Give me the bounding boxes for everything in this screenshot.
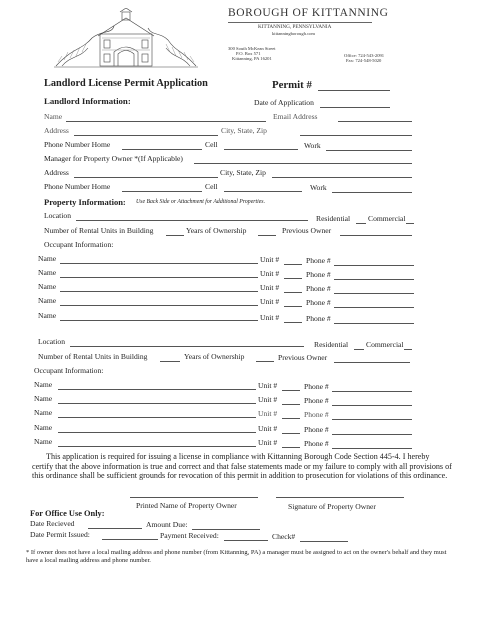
landlord-email-label: Email Address — [273, 112, 318, 121]
property1-prev-owner-label: Previous Owner — [282, 226, 332, 235]
occupant-name-field[interactable] — [60, 291, 258, 292]
landlord-section-heading: Landlord Information: — [44, 96, 131, 106]
check-number-field[interactable] — [300, 541, 348, 542]
office-use-heading: For Office Use Only: — [30, 509, 105, 518]
occupant-name-field[interactable] — [60, 263, 258, 264]
office-phone: Office: 724-543-2091 — [344, 53, 385, 58]
borough-location: KITTANNING, PENNSYLVANIA — [258, 24, 332, 30]
occupant-unit-field[interactable] — [282, 418, 300, 419]
borough-logo — [52, 8, 200, 70]
occupant-name-label: Name — [38, 311, 57, 320]
property1-commercial-check[interactable] — [406, 223, 414, 224]
occupant-unit-field[interactable] — [284, 278, 302, 279]
property2-commercial-label: Commercial — [366, 340, 404, 349]
property2-prev-owner-label: Previous Owner — [278, 353, 328, 362]
property1-units-label: Number of Rental Units in Building — [44, 226, 154, 235]
property1-years-label: Years of Ownership — [186, 226, 247, 235]
property-section-heading: Property Information: — [44, 197, 126, 207]
landlord-work-field[interactable] — [326, 150, 412, 151]
borough-contact — [344, 53, 384, 63]
date-of-application-label: Date of Application — [254, 98, 314, 107]
occupant-phone-field[interactable] — [334, 265, 414, 266]
landlord-phone-home-label: Phone Number Home — [44, 140, 111, 149]
landlord-name-label: Name — [44, 112, 63, 121]
occupant-phone-field[interactable] — [332, 419, 412, 420]
manager-address-field[interactable] — [74, 177, 218, 178]
form-title: Landlord License Permit Application — [44, 78, 208, 89]
property2-years-label: Years of Ownership — [184, 352, 245, 361]
manager-cell-label: Cell — [205, 182, 218, 191]
borough-address — [228, 46, 276, 62]
fax-number: Fax: 724-548-5020 — [346, 58, 382, 64]
property1-residential-label: Residential — [316, 214, 351, 223]
borough-name: BOROUGH OF KITTANNING — [228, 7, 389, 19]
permit-number-field[interactable] — [318, 90, 390, 91]
landlord-cell-label: Cell — [205, 140, 218, 149]
property2-units-field[interactable] — [160, 361, 180, 362]
occupant-unit-field[interactable] — [284, 292, 302, 293]
certification-statement: This application is required for issuing a license in compliance with Kittanning Borough Code Section 445-4. I hereby certify that the above information is true and correct and that false statements made or my failure to comply with all provisions of this ordinance shall be sufficient grounds for revocation of this permit in addition to prosecution for violations of this ordinance. — [32, 452, 452, 481]
date-of-application-field[interactable] — [320, 107, 390, 108]
occupant-phone-label: Phone # — [304, 396, 329, 405]
manager-work-field[interactable] — [332, 192, 412, 193]
printed-name-field[interactable] — [130, 497, 258, 498]
occupant-unit-field[interactable] — [284, 264, 302, 265]
property2-residential-label: Residential — [314, 340, 349, 349]
occupant-name-field[interactable] — [58, 403, 256, 404]
occupant-name-label: Name — [38, 254, 57, 263]
occupant-unit-label: Unit # — [258, 395, 278, 404]
occupant-unit-field[interactable] — [282, 404, 300, 405]
permit-number-label: Permit # — [272, 79, 312, 91]
printed-name-label: Printed Name of Property Owner — [136, 501, 237, 510]
occupant-phone-field[interactable] — [334, 279, 414, 280]
landlord-work-label: Work — [304, 141, 321, 150]
manager-phone-home-field[interactable] — [122, 191, 202, 192]
occupant-phone-label: Phone # — [306, 270, 331, 279]
occupant-name-label: Name — [34, 380, 53, 389]
occupant-phone-label: Phone # — [304, 425, 329, 434]
occupant-phone-label: Phone # — [306, 298, 331, 307]
property2-location-field[interactable] — [70, 346, 304, 347]
property-note: Use Back Side or Attachment for Additional Properties. — [136, 199, 266, 205]
landlord-address-field[interactable] — [74, 135, 218, 136]
occupant-phone-label: Phone # — [306, 256, 331, 265]
property1-units-field[interactable] — [166, 235, 184, 236]
manager-csz-label: City, State, Zip — [220, 168, 266, 177]
occupant-unit-label: Unit # — [260, 283, 280, 292]
address-line-2: P.O. Box 571 — [236, 51, 261, 57]
occupant-unit-label: Unit # — [258, 409, 278, 418]
occupant-phone-label: Phone # — [304, 439, 329, 448]
manager-label: Manager for Property Owner *(If Applicable) — [44, 154, 183, 163]
property2-residential-check[interactable] — [354, 349, 364, 350]
landlord-email-field[interactable] — [338, 121, 412, 122]
occupant-unit-field[interactable] — [284, 306, 302, 307]
occupant-unit-label: Unit # — [258, 438, 278, 447]
footnote: * If owner does not have a local mailing address and phone number (from Kittanning, PA) a manager must be assigned to act on the owner's behalf and they must have a local mailing address and phone number. — [26, 549, 447, 565]
manager-work-label: Work — [310, 183, 327, 192]
address-line-1: 300 South McKean Street — [228, 46, 276, 51]
occupant-phone-field[interactable] — [332, 391, 412, 392]
date-issued-label: Date Permit Issued: — [30, 530, 90, 539]
landlord-cell-field[interactable] — [224, 149, 298, 150]
manager-csz-field[interactable] — [272, 177, 412, 178]
date-received-field[interactable] — [88, 528, 142, 529]
occupant-name-label: Name — [34, 408, 53, 417]
check-number-label: Check# — [272, 532, 296, 541]
occupant-name-field[interactable] — [58, 446, 256, 447]
occupant-phone-field[interactable] — [334, 293, 414, 294]
manager-field[interactable] — [194, 163, 412, 164]
address-line-3: Kittanning, PA 16201 — [232, 56, 272, 62]
manager-address-label: Address — [44, 168, 69, 177]
occupant-unit-label: Unit # — [258, 424, 278, 433]
occupant-name-label: Name — [38, 282, 57, 291]
occupant-unit-label: Unit # — [260, 297, 280, 306]
property2-occupant-heading: Occupant Information: — [34, 366, 104, 375]
occupant-name-label: Name — [34, 423, 53, 432]
occupant-unit-label: Unit # — [260, 313, 280, 322]
occupant-name-label: Name — [38, 268, 57, 277]
occupant-phone-label: Phone # — [304, 410, 329, 419]
date-issued-field[interactable] — [102, 539, 158, 540]
amount-due-field[interactable] — [192, 529, 260, 530]
occupant-unit-label: Unit # — [260, 269, 280, 278]
landlord-csz-field[interactable] — [300, 135, 412, 136]
occupant-unit-field[interactable] — [282, 433, 300, 434]
property1-occupant-heading: Occupant Information: — [44, 240, 114, 249]
occupant-phone-label: Phone # — [304, 382, 329, 391]
property1-location-label: Location — [44, 211, 71, 220]
borough-website: kittanningborough.com — [272, 31, 315, 36]
property1-years-field[interactable] — [258, 235, 276, 236]
payment-received-field[interactable] — [224, 540, 268, 541]
manager-phone-home-label: Phone Number Home — [44, 182, 111, 191]
occupant-name-label: Name — [38, 296, 57, 305]
signature-field[interactable] — [276, 497, 404, 498]
occupant-unit-label: Unit # — [260, 255, 280, 264]
header-rule — [228, 22, 372, 23]
occupant-phone-field[interactable] — [332, 405, 412, 406]
occupant-name-label: Name — [34, 437, 53, 446]
occupant-phone-label: Phone # — [306, 284, 331, 293]
occupant-name-field[interactable] — [58, 432, 256, 433]
property2-units-label: Number of Rental Units in Building — [38, 352, 148, 361]
occupant-phone-field[interactable] — [332, 434, 412, 435]
occupant-name-label: Name — [34, 394, 53, 403]
amount-due-label: Amount Due: — [146, 520, 188, 529]
signature-label: Signature of Property Owner — [288, 502, 376, 511]
occupant-phone-field[interactable] — [334, 307, 414, 308]
property1-prev-owner-field[interactable] — [340, 235, 412, 236]
courthouse-illustration-icon — [52, 8, 200, 70]
landlord-phone-home-field[interactable] — [122, 149, 202, 150]
occupant-name-field[interactable] — [58, 389, 256, 390]
occupant-name-field[interactable] — [58, 417, 256, 418]
date-received-label: Date Recieved — [30, 519, 75, 528]
property1-residential-check[interactable] — [356, 223, 366, 224]
landlord-address-label: Address — [44, 126, 69, 135]
occupant-name-field[interactable] — [60, 277, 258, 278]
occupant-unit-field[interactable] — [282, 390, 300, 391]
occupant-name-field[interactable] — [60, 305, 258, 306]
property2-location-label: Location — [38, 337, 65, 346]
landlord-name-field[interactable] — [66, 121, 266, 122]
occupant-phone-label: Phone # — [306, 314, 331, 323]
occupant-phone-field[interactable] — [332, 448, 412, 449]
occupant-name-field[interactable] — [60, 320, 258, 321]
property1-commercial-label: Commercial — [368, 214, 406, 223]
occupant-unit-field[interactable] — [284, 322, 302, 323]
property2-commercial-check[interactable] — [404, 349, 412, 350]
occupant-unit-field[interactable] — [282, 447, 300, 448]
property2-prev-owner-field[interactable] — [334, 362, 410, 363]
property2-years-field[interactable] — [256, 361, 274, 362]
occupant-phone-field[interactable] — [334, 323, 414, 324]
property1-location-field[interactable] — [76, 220, 308, 221]
manager-cell-field[interactable] — [224, 191, 302, 192]
payment-received-label: Payment Received: — [160, 531, 219, 540]
landlord-csz-label: City, State, Zip — [221, 126, 267, 135]
occupant-unit-label: Unit # — [258, 381, 278, 390]
